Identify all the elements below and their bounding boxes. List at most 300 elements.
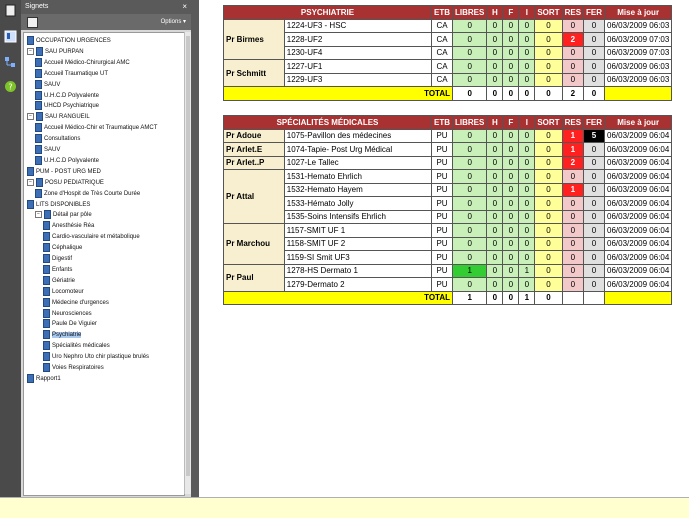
- f-cell: 0: [503, 129, 519, 143]
- f-cell: 0: [503, 210, 519, 224]
- unit-name: 1279-Dermato 2: [284, 278, 431, 292]
- bookmark-icon: [36, 47, 43, 56]
- sort-cell: 0: [535, 73, 562, 87]
- table-row: [224, 33, 672, 47]
- collapse-icon[interactable]: −: [35, 211, 42, 218]
- fer-cell: 0: [584, 183, 605, 197]
- i-cell: 0: [519, 251, 535, 265]
- table-row: [224, 170, 672, 184]
- doctor-name: Pr Attal: [224, 170, 285, 224]
- help-icon[interactable]: [4, 80, 17, 93]
- sort-cell: 0: [535, 224, 562, 238]
- update-time: 06/03/2009 06:03: [605, 19, 672, 33]
- f-cell: 0: [503, 156, 519, 170]
- h-cell: 0: [487, 251, 503, 265]
- column-header-maj: Mise à jour: [605, 116, 672, 130]
- res-cell: 0: [562, 19, 583, 33]
- bookmark-icon: [43, 341, 50, 350]
- table-row: [224, 60, 672, 74]
- h-cell: 0: [487, 224, 503, 238]
- column-header-fer: FER: [584, 6, 605, 20]
- f-cell: 0: [503, 46, 519, 60]
- i-cell: 0: [519, 60, 535, 74]
- bookmark-item[interactable]: [43, 341, 110, 351]
- f-cell: 0: [503, 224, 519, 238]
- doctor-name: Pr Adoue: [224, 129, 285, 143]
- update-time: 06/03/2009 06:04: [605, 170, 672, 184]
- structure-icon[interactable]: [4, 56, 17, 69]
- fer-cell: 0: [584, 278, 605, 292]
- libres-cell: 0: [453, 143, 487, 157]
- bookmark-icon: [43, 265, 50, 274]
- total-label: TOTAL: [224, 87, 453, 101]
- bookmark-item[interactable]: [35, 69, 108, 79]
- libres-cell: 0: [453, 33, 487, 47]
- total-sort: 0: [535, 87, 562, 101]
- sort-cell: 0: [535, 143, 562, 157]
- h-cell: 0: [487, 183, 503, 197]
- sort-cell: 0: [535, 237, 562, 251]
- sort-cell: 0: [535, 278, 562, 292]
- doctor-name: Pr Arlet.E: [224, 143, 285, 157]
- i-cell: 0: [519, 129, 535, 143]
- bookmark-icon: [35, 101, 42, 110]
- etb-cell: PU: [432, 251, 453, 265]
- column-header-i: I: [519, 6, 535, 20]
- i-cell: 0: [519, 156, 535, 170]
- unit-name: 1158-SMIT UF 2: [284, 237, 431, 251]
- table-row: [224, 224, 672, 238]
- unit-name: 1227-UF1: [284, 60, 431, 74]
- doctor-name: Pr Schmitt: [224, 60, 285, 87]
- libres-cell: 0: [453, 60, 487, 74]
- etb-cell: PU: [432, 197, 453, 211]
- total-i: 1: [519, 291, 535, 305]
- libres-cell: 0: [453, 224, 487, 238]
- bookmark-item[interactable]: [35, 80, 60, 90]
- bookmark-item[interactable]: [27, 47, 84, 57]
- f-cell: 0: [503, 19, 519, 33]
- bookmark-item[interactable]: [43, 265, 72, 275]
- libres-cell: 0: [453, 129, 487, 143]
- unit-name: 1535-Soins Intensifs Ehrlich: [284, 210, 431, 224]
- bookmark-item[interactable]: [27, 112, 90, 122]
- table-row: [224, 46, 672, 60]
- fer-cell: 0: [584, 264, 605, 278]
- bookmark-label: Accueil Médico-Chir et Traumatique AMCT: [44, 125, 158, 132]
- total-h: 0: [487, 291, 503, 305]
- bookmark-item[interactable]: [43, 221, 94, 231]
- libres-cell: 1: [453, 264, 487, 278]
- header-row: [224, 6, 672, 20]
- total-row: [224, 87, 672, 101]
- bookmark-item[interactable]: [43, 309, 92, 319]
- h-cell: 0: [487, 73, 503, 87]
- h-cell: 0: [487, 170, 503, 184]
- table-row: [224, 278, 672, 292]
- unit-name: 1074-Tapie- Post Urg Médical: [284, 143, 431, 157]
- libres-cell: 0: [453, 251, 487, 265]
- bookmark-item[interactable]: [35, 123, 157, 133]
- libres-cell: 0: [453, 156, 487, 170]
- table-row: [224, 251, 672, 265]
- table-row: [224, 210, 672, 224]
- bookmark-label: Paule De Viguier: [52, 321, 97, 328]
- f-cell: 0: [503, 73, 519, 87]
- bookmark-icon: [35, 58, 42, 67]
- bookmark-label: Médecine d'urgences: [52, 299, 109, 306]
- fer-cell: 0: [584, 156, 605, 170]
- options-menu[interactable]: Options ▾: [160, 19, 186, 25]
- h-cell: 0: [487, 143, 503, 157]
- bookmark-item[interactable]: [27, 178, 104, 188]
- update-time: 06/03/2009 06:04: [605, 156, 672, 170]
- res-cell: 0: [562, 46, 583, 60]
- column-header-res: RES: [562, 6, 583, 20]
- table-row: [224, 183, 672, 197]
- i-cell: 0: [519, 224, 535, 238]
- bookmark-label: Psychiatrie: [52, 332, 82, 339]
- h-cell: 0: [487, 210, 503, 224]
- section-title: PSYCHIATRIE: [224, 6, 432, 20]
- sort-cell: 0: [535, 197, 562, 211]
- f-cell: 0: [503, 251, 519, 265]
- h-cell: 0: [487, 156, 503, 170]
- h-cell: 0: [487, 129, 503, 143]
- bookmark-label: Zone d'Hospit de Très Courte Durée: [44, 190, 141, 197]
- etb-cell: CA: [432, 73, 453, 87]
- column-header-h: H: [487, 116, 503, 130]
- libres-cell: 0: [453, 197, 487, 211]
- sort-cell: 0: [535, 264, 562, 278]
- table-row: [224, 73, 672, 87]
- total-fer: 0: [584, 87, 605, 101]
- libres-cell: 0: [453, 19, 487, 33]
- total-res: 5: [562, 291, 583, 305]
- sort-cell: 0: [535, 183, 562, 197]
- fer-cell: 0: [584, 46, 605, 60]
- libres-cell: 0: [453, 210, 487, 224]
- bookmark-item[interactable]: [43, 232, 140, 242]
- bookmarks-panel: [21, 0, 191, 497]
- unit-name: 1228-UF2: [284, 33, 431, 47]
- bookmark-item[interactable]: [27, 200, 90, 210]
- unit-name: 1533-Hémato Jolly: [284, 197, 431, 211]
- sort-cell: 0: [535, 156, 562, 170]
- h-cell: 0: [487, 60, 503, 74]
- bookmark-icon: [43, 363, 50, 372]
- sort-cell: 0: [535, 129, 562, 143]
- fer-cell: 0: [584, 197, 605, 211]
- column-header-etb: ETB: [432, 116, 453, 130]
- sort-cell: 0: [535, 210, 562, 224]
- res-cell: 0: [562, 170, 583, 184]
- update-time: 06/03/2009 06:04: [605, 224, 672, 238]
- etb-cell: PU: [432, 143, 453, 157]
- fer-cell: 5: [584, 129, 605, 143]
- f-cell: 0: [503, 237, 519, 251]
- bookmark-item[interactable]: [43, 243, 82, 253]
- update-time: 06/03/2009 06:04: [605, 197, 672, 211]
- bookmark-item[interactable]: [43, 363, 104, 373]
- fer-cell: 0: [584, 210, 605, 224]
- bookmark-icon: [27, 167, 34, 176]
- total-h: 0: [487, 87, 503, 101]
- table-row: [224, 264, 672, 278]
- i-cell: 0: [519, 143, 535, 157]
- sort-cell: 0: [535, 60, 562, 74]
- bookmark-tree: [23, 32, 185, 496]
- libres-cell: 0: [453, 46, 487, 60]
- bookmark-icon: [43, 221, 50, 230]
- bookmark-label: SAUV: [44, 147, 61, 154]
- total-sort: 0: [535, 291, 562, 305]
- bookmark-label: Cardio-vasculaire et métabolique: [52, 234, 140, 241]
- bookmark-icon: [35, 189, 42, 198]
- res-cell: 0: [562, 264, 583, 278]
- bookmark-label: Consultations: [44, 136, 81, 143]
- res-cell: 0: [562, 60, 583, 74]
- collapse-icon[interactable]: −: [27, 179, 34, 186]
- libres-cell: 0: [453, 237, 487, 251]
- h-cell: 0: [487, 197, 503, 211]
- update-time: 06/03/2009 06:04: [605, 264, 672, 278]
- update-time: 06/03/2009 06:04: [605, 251, 672, 265]
- f-cell: 0: [503, 264, 519, 278]
- bookmark-label: SAU PURPAN: [45, 48, 84, 55]
- f-cell: 0: [503, 170, 519, 184]
- bookmark-icon: [35, 145, 42, 154]
- document-page: [199, 0, 689, 497]
- bookmark-item[interactable]: [35, 145, 60, 155]
- doctor-name: Pr Paul: [224, 264, 285, 291]
- bookmark-item[interactable]: [35, 134, 80, 144]
- doctor-name: Pr Marchou: [224, 224, 285, 265]
- column-header-etb: ETB: [432, 6, 453, 20]
- h-cell: 0: [487, 237, 503, 251]
- total-libres: 0: [453, 87, 487, 101]
- res-cell: 0: [562, 210, 583, 224]
- fer-cell: 0: [584, 170, 605, 184]
- res-cell: 1: [562, 183, 583, 197]
- bookmark-item[interactable]: [35, 58, 130, 68]
- bookmark-label: Céphalique: [52, 245, 83, 252]
- total-label: TOTAL: [224, 291, 453, 305]
- bookmark-icon: [43, 254, 50, 263]
- bookmark-item[interactable]: [43, 276, 75, 286]
- unit-name: 1532-Hemato Hayem: [284, 183, 431, 197]
- res-cell: 1: [562, 143, 583, 157]
- bookmark-label: SAU RANGUEIL: [45, 114, 90, 121]
- h-cell: 0: [487, 278, 503, 292]
- column-header-maj: Mise à jour: [605, 6, 672, 20]
- res-cell: 2: [562, 33, 583, 47]
- collapse-icon[interactable]: −: [27, 113, 34, 120]
- bookmark-label: PUM - POST URG MED: [36, 168, 101, 175]
- i-cell: 0: [519, 197, 535, 211]
- scroll-thumb[interactable]: [186, 36, 190, 476]
- libres-cell: 0: [453, 183, 487, 197]
- f-cell: 0: [503, 183, 519, 197]
- bookmark-item[interactable]: [27, 167, 101, 177]
- bookmark-item[interactable]: [43, 319, 97, 329]
- etb-cell: PU: [432, 170, 453, 184]
- bookmark-item[interactable]: [27, 374, 61, 384]
- bookmark-item[interactable]: [43, 352, 149, 362]
- bookmark-item[interactable]: [35, 91, 99, 101]
- h-cell: 0: [487, 264, 503, 278]
- f-cell: 0: [503, 60, 519, 74]
- sort-cell: 0: [535, 170, 562, 184]
- bookmark-label: SAUV: [44, 81, 61, 88]
- f-cell: 0: [503, 197, 519, 211]
- fer-cell: 0: [584, 251, 605, 265]
- bookmark-icon: [35, 80, 42, 89]
- table-row: [224, 237, 672, 251]
- unit-name: 1075-Pavillon des médecines: [284, 129, 431, 143]
- bookmark-label: U.H.C.D Polyvalente: [44, 157, 100, 164]
- bookmark-item[interactable]: [43, 287, 84, 297]
- bookmark-icon: [35, 134, 42, 143]
- fer-cell: 0: [584, 224, 605, 238]
- unit-name: 1224-UF3 - HSC: [284, 19, 431, 33]
- table-row: [224, 129, 672, 143]
- bookmark-icon: [27, 374, 34, 383]
- etb-cell: CA: [432, 46, 453, 60]
- table-row: [224, 156, 672, 170]
- bookmark-label: Gériatrie: [52, 277, 76, 284]
- table-row: [224, 19, 672, 33]
- res-cell: 0: [562, 278, 583, 292]
- collapse-icon[interactable]: −: [27, 48, 34, 55]
- svg-text:?: ?: [8, 82, 13, 92]
- total-f: 0: [503, 87, 519, 101]
- res-cell: 0: [562, 197, 583, 211]
- fer-cell: 0: [584, 33, 605, 47]
- column-header-res: RES: [562, 116, 583, 130]
- res-cell: 0: [562, 237, 583, 251]
- total-i: 0: [519, 87, 535, 101]
- column-header-sort: SORT: [535, 6, 562, 20]
- bookmark-label: UHCD Psychiatrique: [44, 103, 100, 110]
- h-cell: 0: [487, 19, 503, 33]
- bookmark-icon: [43, 330, 50, 339]
- bookmark-label: Locomoteur: [52, 288, 84, 295]
- bookmark-item[interactable]: [35, 156, 99, 166]
- close-icon[interactable]: ×: [182, 2, 187, 11]
- f-cell: 0: [503, 33, 519, 47]
- column-header-f: F: [503, 116, 519, 130]
- bookmark-icon: [27, 200, 34, 209]
- panel-title: Signets: [25, 3, 49, 10]
- res-cell: 1: [562, 129, 583, 143]
- bookmark-icon: [27, 36, 34, 45]
- bookmark-label: Enfants: [52, 266, 73, 273]
- unit-name: 1229-UF3: [284, 73, 431, 87]
- bookmark-item[interactable]: [43, 298, 109, 308]
- res-cell: 0: [562, 251, 583, 265]
- bookmark-label: Détail par pôle: [53, 212, 92, 219]
- res-cell: 0: [562, 73, 583, 87]
- bookmark-icon: [43, 243, 50, 252]
- psychiatrie-table: [223, 5, 672, 101]
- libres-cell: 0: [453, 278, 487, 292]
- total-empty: [605, 291, 672, 305]
- i-cell: 0: [519, 210, 535, 224]
- bookmark-label: Digestif: [52, 256, 73, 263]
- bookmark-item[interactable]: [35, 210, 92, 220]
- etb-cell: PU: [432, 183, 453, 197]
- bookmark-icon: [43, 319, 50, 328]
- fer-cell: 0: [584, 19, 605, 33]
- etb-cell: CA: [432, 60, 453, 74]
- i-cell: 0: [519, 237, 535, 251]
- etb-cell: CA: [432, 33, 453, 47]
- bookmark-icon: [35, 123, 42, 132]
- bookmark-label: Neurosciences: [52, 310, 92, 317]
- bookmark-icon: [43, 298, 50, 307]
- column-header-h: H: [487, 6, 503, 20]
- etb-cell: PU: [432, 224, 453, 238]
- fer-cell: 0: [584, 73, 605, 87]
- bookmark-label: Spécialités médicales: [52, 343, 110, 350]
- i-cell: 1: [519, 264, 535, 278]
- update-time: 06/03/2009 06:04: [605, 143, 672, 157]
- bookmark-label: Rapport1: [36, 375, 61, 382]
- bookmark-menu-icon[interactable]: [27, 17, 38, 28]
- panel-header: [21, 0, 191, 14]
- bookmark-icon: [35, 156, 42, 165]
- bookmark-label: U.H.C.D Polyvalente: [44, 92, 100, 99]
- tree-scrollbar[interactable]: [184, 32, 191, 494]
- libres-cell: 0: [453, 170, 487, 184]
- table-row: [224, 143, 672, 157]
- f-cell: 0: [503, 143, 519, 157]
- i-cell: 0: [519, 183, 535, 197]
- bookmark-icon: [43, 232, 50, 241]
- i-cell: 0: [519, 46, 535, 60]
- column-header-fer: FER: [584, 116, 605, 130]
- bookmark-label: LITS DISPONIBLES: [36, 201, 91, 208]
- bookmarks-icon[interactable]: [4, 30, 17, 43]
- bookmark-icon: [35, 69, 42, 78]
- bookmark-item[interactable]: [43, 254, 72, 264]
- unit-name: 1159-SI Smit UF3: [284, 251, 431, 265]
- etb-cell: CA: [432, 19, 453, 33]
- libres-cell: 0: [453, 73, 487, 87]
- bookmark-item[interactable]: [35, 101, 99, 111]
- bookmark-item[interactable]: [27, 36, 111, 46]
- header-row: [224, 116, 672, 130]
- update-time: 06/03/2009 07:03: [605, 33, 672, 47]
- h-cell: 0: [487, 33, 503, 47]
- bookmark-icon: [43, 287, 50, 296]
- column-header-libres: LIBRES: [453, 116, 487, 130]
- i-cell: 0: [519, 33, 535, 47]
- bookmark-item[interactable]: [43, 330, 81, 340]
- etb-cell: PU: [432, 278, 453, 292]
- bookmark-item[interactable]: [35, 189, 140, 199]
- pages-icon[interactable]: [4, 4, 17, 17]
- navigation-toolbar: [0, 0, 21, 497]
- update-time: 06/03/2009 06:04: [605, 183, 672, 197]
- etb-cell: PU: [432, 264, 453, 278]
- unit-name: 1230-UF4: [284, 46, 431, 60]
- bookmark-label: POSU PEDIATRIQUE: [45, 179, 104, 186]
- update-time: 06/03/2009 06:03: [605, 60, 672, 74]
- total-f: 0: [503, 291, 519, 305]
- etb-cell: PU: [432, 129, 453, 143]
